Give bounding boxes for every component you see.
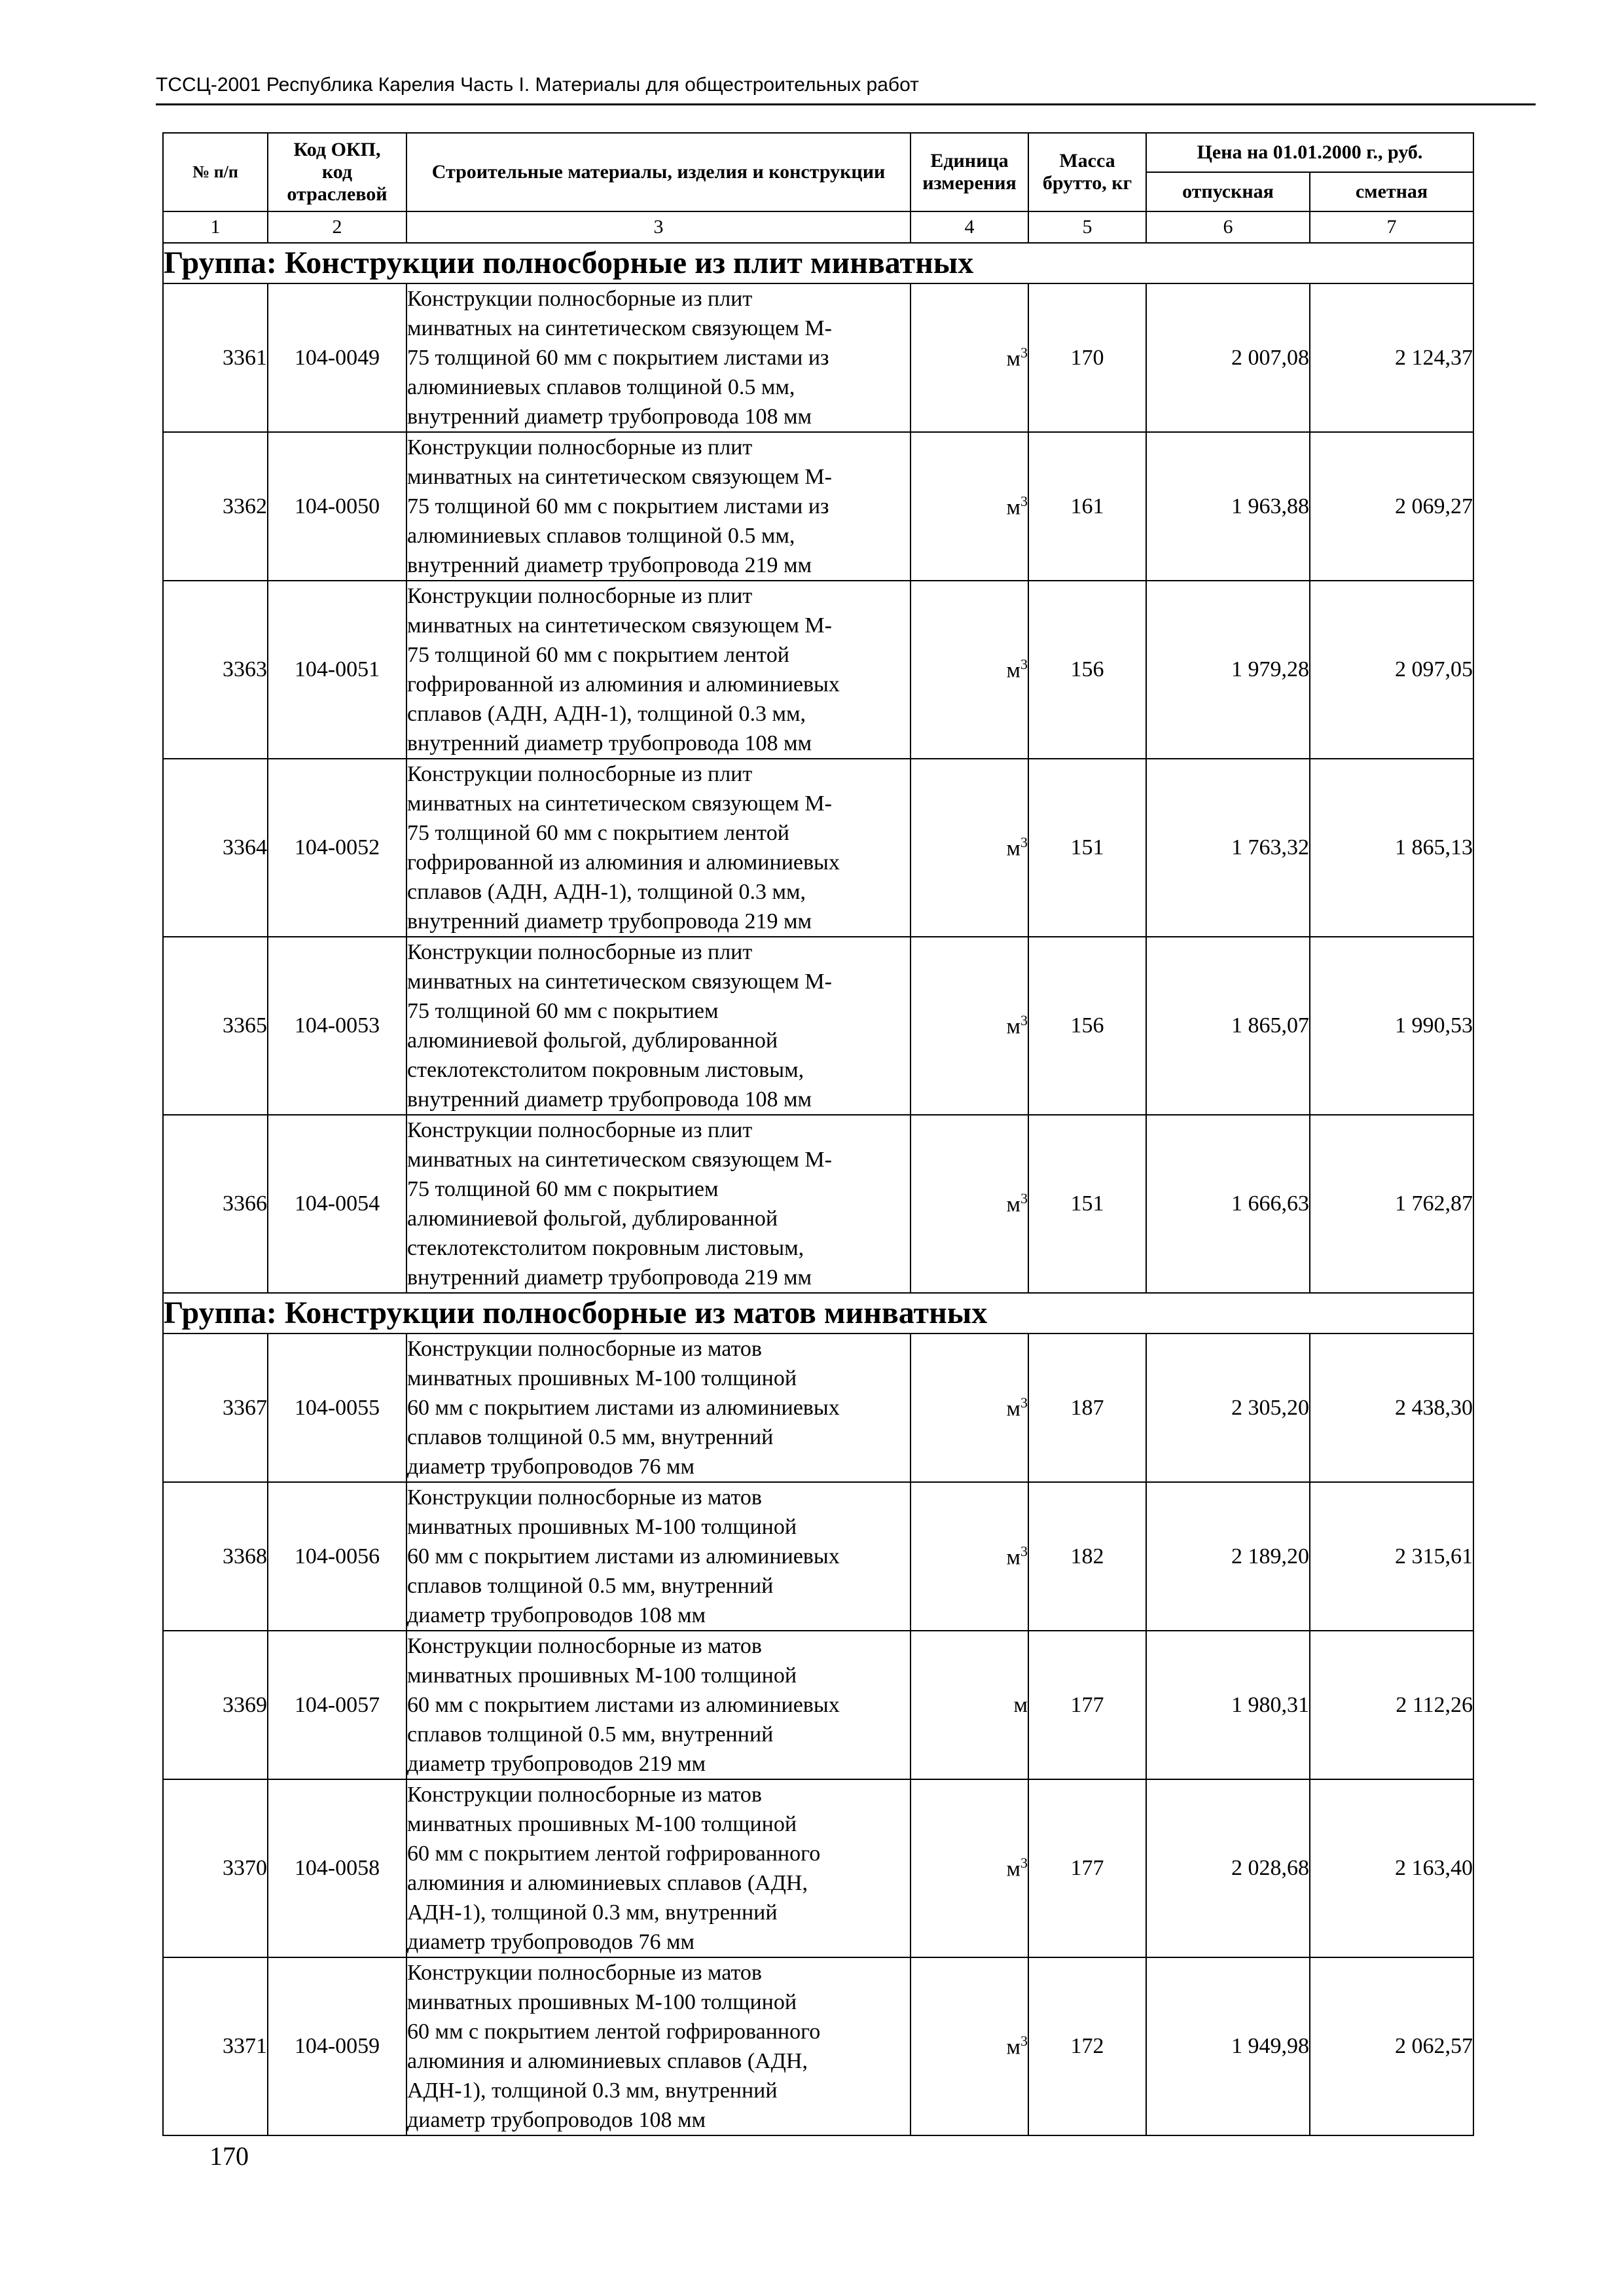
description-line: Конструкции полносборные из матов [407, 1485, 762, 1510]
description-line: сплавов (АДН, АДН-1), толщиной 0.3 мм, [407, 880, 806, 904]
description-line: минватных прошивных М-100 толщиной [407, 1515, 797, 1539]
description-line: Конструкции полносборные из плит [407, 287, 753, 311]
description-line: сплавов толщиной 0.5 мм, внутренний [407, 1425, 774, 1449]
item-number: 3363 [163, 581, 268, 759]
table-row [163, 1779, 1473, 1957]
item-mass: 177 [1028, 1631, 1146, 1779]
item-code: 104-0051 [268, 581, 406, 759]
page-number: 170 [209, 2141, 249, 2171]
header-release-price: отпускная [1146, 172, 1310, 211]
description-line: минватных прошивных М-100 толщиной [407, 1663, 797, 1688]
item-release-price: 2 189,20 [1146, 1482, 1310, 1631]
item-unit [911, 581, 1028, 759]
header-code-line3: отраслевой [287, 183, 388, 205]
unit-text: м [1006, 1396, 1020, 1421]
unit-superscript: 3 [1020, 1855, 1028, 1872]
item-description [406, 759, 911, 937]
unit-text: м [1006, 836, 1020, 861]
item-mass: 177 [1028, 1779, 1146, 1957]
header-num: № п/п [163, 133, 268, 211]
description-line: 60 мм с покрытием листами из алюминиевых [407, 1693, 840, 1717]
item-estimate-price: 2 124,37 [1310, 283, 1473, 432]
description-line: АДН-1), толщиной 0.3 мм, внутренний [407, 2078, 778, 2103]
item-release-price: 2 007,08 [1146, 283, 1310, 432]
item-estimate-price: 2 163,40 [1310, 1779, 1473, 1957]
item-unit [911, 1334, 1028, 1482]
description-line: минватных на синтетическом связующем М- [407, 791, 832, 816]
header-unit: Единица измерения [911, 133, 1028, 211]
description-line: 60 мм с покрытием лентой гофрированного [407, 2020, 821, 2044]
description-line: внутренний диаметр трубопровода 219 мм [407, 909, 812, 934]
description-line: минватных на синтетическом связующем М- [407, 465, 832, 489]
description-line: Конструкции полносборные из плит [407, 1118, 753, 1142]
item-code: 104-0058 [268, 1779, 406, 1957]
description-line: Конструкции полносборные из плит [407, 762, 753, 786]
item-code: 104-0049 [268, 283, 406, 432]
header-code [268, 133, 406, 211]
description-line: внутренний диаметр трубопровода 108 мм [407, 731, 812, 755]
table-row [163, 1631, 1473, 1779]
item-mass: 156 [1028, 937, 1146, 1115]
description-line: минватных прошивных М-100 толщиной [407, 1812, 797, 1836]
description-line: Конструкции полносборные из плит [407, 940, 753, 964]
unit-text: м [1006, 658, 1020, 683]
item-code: 104-0057 [268, 1631, 406, 1779]
table-row [163, 1957, 1473, 2135]
item-number: 3368 [163, 1482, 268, 1631]
description-line: стеклотекстолитом покровным листовым, [407, 1236, 804, 1260]
item-estimate-price: 1 865,13 [1310, 759, 1473, 937]
header-estimate-price: сметная [1310, 172, 1473, 211]
item-mass: 151 [1028, 1115, 1146, 1293]
description-line: 60 мм с покрытием лентой гофрированного [407, 1842, 821, 1866]
unit-superscript: 3 [1020, 492, 1028, 509]
group-title: Группа: Конструкции полносборные из матов минватных [163, 1293, 1473, 1334]
unit-text: м [1006, 1192, 1020, 1217]
item-description [406, 432, 911, 581]
item-release-price: 1 763,32 [1146, 759, 1310, 937]
item-description [406, 937, 911, 1115]
item-description [406, 283, 911, 432]
column-number: 2 [268, 211, 406, 243]
description-line: сплавов толщиной 0.5 мм, внутренний [407, 1722, 774, 1747]
item-number: 3371 [163, 1957, 268, 2135]
description-line: АДН-1), толщиной 0.3 мм, внутренний [407, 1900, 778, 1925]
item-unit [911, 1115, 1028, 1293]
item-code: 104-0053 [268, 937, 406, 1115]
description-line: внутренний диаметр трубопровода 219 мм [407, 553, 812, 577]
description-line: сплавов (АДН, АДН-1), толщиной 0.3 мм, [407, 702, 806, 726]
item-number: 3369 [163, 1631, 268, 1779]
item-unit [911, 937, 1028, 1115]
group-row [163, 243, 1473, 283]
description-line: 75 толщиной 60 мм с покрытием лентой [407, 821, 789, 845]
item-code: 104-0055 [268, 1334, 406, 1482]
table-body [163, 211, 1473, 2135]
unit-superscript: 3 [1020, 834, 1028, 851]
description-line: минватных на синтетическом связующем М- [407, 970, 832, 994]
description-line: 60 мм с покрытием листами из алюминиевых [407, 1544, 840, 1569]
item-mass: 156 [1028, 581, 1146, 759]
item-number: 3370 [163, 1779, 268, 1957]
description-line: Конструкции полносборные из матов [407, 1783, 762, 1807]
item-estimate-price: 2 112,26 [1310, 1631, 1473, 1779]
description-line: гофрированной из алюминия и алюминиевых [407, 850, 840, 875]
description-line: Конструкции полносборные из плит [407, 435, 753, 460]
description-line: внутренний диаметр трубопровода 108 мм [407, 1087, 812, 1112]
description-line: алюминиевых сплавов толщиной 0.5 мм, [407, 375, 795, 399]
header-price: Цена на 01.01.2000 г., руб. [1146, 133, 1473, 172]
item-mass: 182 [1028, 1482, 1146, 1631]
item-estimate-price: 2 315,61 [1310, 1482, 1473, 1631]
unit-text: м [1006, 2035, 1020, 2059]
item-unit [911, 432, 1028, 581]
item-code: 104-0054 [268, 1115, 406, 1293]
table-row [163, 1115, 1473, 1293]
item-code: 104-0059 [268, 1957, 406, 2135]
item-mass: 170 [1028, 283, 1146, 432]
item-number: 3365 [163, 937, 268, 1115]
price-table [162, 132, 1474, 2136]
item-description [406, 1115, 911, 1293]
header-rule [156, 103, 1536, 105]
column-number: 7 [1310, 211, 1473, 243]
description-line: минватных на синтетическом связующем М- [407, 1148, 832, 1172]
description-line: сплавов толщиной 0.5 мм, внутренний [407, 1574, 774, 1598]
unit-text: м [1013, 1692, 1028, 1717]
item-release-price: 1 963,88 [1146, 432, 1310, 581]
description-line: алюминиевой фольгой, дублированной [407, 1028, 778, 1053]
column-numbers-row [163, 211, 1473, 243]
item-number: 3367 [163, 1334, 268, 1482]
item-code: 104-0056 [268, 1482, 406, 1631]
column-number: 1 [163, 211, 268, 243]
item-release-price: 1 979,28 [1146, 581, 1310, 759]
item-unit [911, 759, 1028, 937]
description-line: 60 мм с покрытием листами из алюминиевых [407, 1396, 840, 1420]
item-mass: 172 [1028, 1957, 1146, 2135]
item-release-price: 1 865,07 [1146, 937, 1310, 1115]
description-line: минватных на синтетическом связующем М- [407, 316, 832, 340]
group-row [163, 1293, 1473, 1334]
item-release-price: 2 028,68 [1146, 1779, 1310, 1957]
description-line: алюминия и алюминиевых сплавов (АДН, [407, 2049, 808, 2073]
unit-superscript: 3 [1020, 344, 1028, 361]
unit-superscript: 3 [1020, 656, 1028, 673]
description-line: внутренний диаметр трубопровода 108 мм [407, 405, 812, 429]
item-estimate-price: 1 990,53 [1310, 937, 1473, 1115]
description-line: стеклотекстолитом покровным листовым, [407, 1058, 804, 1082]
description-line: Конструкции полносборные из матов [407, 1337, 762, 1361]
item-release-price: 1 980,31 [1146, 1631, 1310, 1779]
unit-superscript: 3 [1020, 1190, 1028, 1207]
item-number: 3361 [163, 283, 268, 432]
column-number: 6 [1146, 211, 1310, 243]
description-line: диаметр трубопроводов 76 мм [407, 1455, 695, 1479]
unit-text: м [1006, 495, 1020, 520]
column-number: 5 [1028, 211, 1146, 243]
table-row [163, 432, 1473, 581]
description-line: минватных на синтетическом связующем М- [407, 613, 832, 638]
column-number: 4 [911, 211, 1028, 243]
item-unit [911, 1957, 1028, 2135]
item-release-price: 1 949,98 [1146, 1957, 1310, 2135]
unit-superscript: 3 [1020, 1012, 1028, 1029]
description-line: минватных прошивных М-100 толщиной [407, 1990, 797, 2014]
table-row [163, 283, 1473, 432]
description-line: минватных прошивных М-100 толщиной [407, 1366, 797, 1390]
item-estimate-price: 2 069,27 [1310, 432, 1473, 581]
description-line: алюминиевых сплавов толщиной 0.5 мм, [407, 524, 795, 548]
description-line: 75 толщиной 60 мм с покрытием лентой [407, 643, 789, 667]
description-line: Конструкции полносборные из матов [407, 1634, 762, 1658]
unit-superscript: 3 [1020, 1394, 1028, 1411]
description-line: алюминия и алюминиевых сплавов (АДН, [407, 1871, 808, 1895]
item-unit [911, 283, 1028, 432]
column-number: 3 [406, 211, 911, 243]
description-line: 75 толщиной 60 мм с покрытием [407, 999, 719, 1023]
item-description [406, 1482, 911, 1631]
item-unit [911, 1779, 1028, 1957]
item-estimate-price: 1 762,87 [1310, 1115, 1473, 1293]
item-description [406, 581, 911, 759]
item-number: 3364 [163, 759, 268, 937]
item-mass: 151 [1028, 759, 1146, 937]
table-row [163, 581, 1473, 759]
page-header: ТССЦ-2001 Республика Карелия Часть I. Материалы для общестроительных работ [156, 74, 919, 96]
description-line: внутренний диаметр трубопровода 219 мм [407, 1265, 812, 1290]
description-line: 75 толщиной 60 мм с покрытием листами из [407, 494, 829, 518]
item-number: 3366 [163, 1115, 268, 1293]
description-line: 75 толщиной 60 мм с покрытием листами из [407, 346, 829, 370]
description-line: гофрированной из алюминия и алюминиевых [407, 672, 840, 697]
item-mass: 161 [1028, 432, 1146, 581]
group-title: Группа: Конструкции полносборные из плит минватных [163, 243, 1473, 283]
item-unit [911, 1482, 1028, 1631]
description-line: диаметр трубопроводов 108 мм [407, 1603, 706, 1627]
item-code: 104-0052 [268, 759, 406, 937]
item-estimate-price: 2 438,30 [1310, 1334, 1473, 1482]
unit-text: м [1006, 1014, 1020, 1039]
item-unit [911, 1631, 1028, 1779]
header-materials: Строительные материалы, изделия и конструкции [406, 133, 911, 211]
unit-superscript: 3 [1020, 2033, 1028, 2050]
table-row [163, 937, 1473, 1115]
item-estimate-price: 2 097,05 [1310, 581, 1473, 759]
header-mass: Масса брутто, кг [1028, 133, 1146, 211]
unit-superscript: 3 [1020, 1542, 1028, 1559]
item-description [406, 1631, 911, 1779]
item-code: 104-0050 [268, 432, 406, 581]
table-row [163, 1482, 1473, 1631]
header-code-line1: Код ОКП, [293, 139, 381, 160]
table-row [163, 759, 1473, 937]
description-line: 75 толщиной 60 мм с покрытием [407, 1177, 719, 1201]
item-description [406, 1334, 911, 1482]
description-line: диаметр трубопроводов 219 мм [407, 1752, 706, 1776]
item-release-price: 1 666,63 [1146, 1115, 1310, 1293]
description-line: диаметр трубопроводов 108 мм [407, 2108, 706, 2132]
description-line: диаметр трубопроводов 76 мм [407, 1930, 695, 1954]
description-line: Конструкции полносборные из плит [407, 584, 753, 608]
item-description [406, 1957, 911, 2135]
unit-text: м [1006, 1857, 1020, 1881]
unit-text: м [1006, 1545, 1020, 1570]
header-code-line2: код [321, 161, 353, 183]
description-line: Конструкции полносборные из матов [407, 1961, 762, 1985]
description-line: алюминиевой фольгой, дублированной [407, 1206, 778, 1231]
table-row [163, 1334, 1473, 1482]
item-release-price: 2 305,20 [1146, 1334, 1310, 1482]
item-mass: 187 [1028, 1334, 1146, 1482]
unit-text: м [1006, 346, 1020, 371]
item-estimate-price: 2 062,57 [1310, 1957, 1473, 2135]
item-description [406, 1779, 911, 1957]
item-number: 3362 [163, 432, 268, 581]
